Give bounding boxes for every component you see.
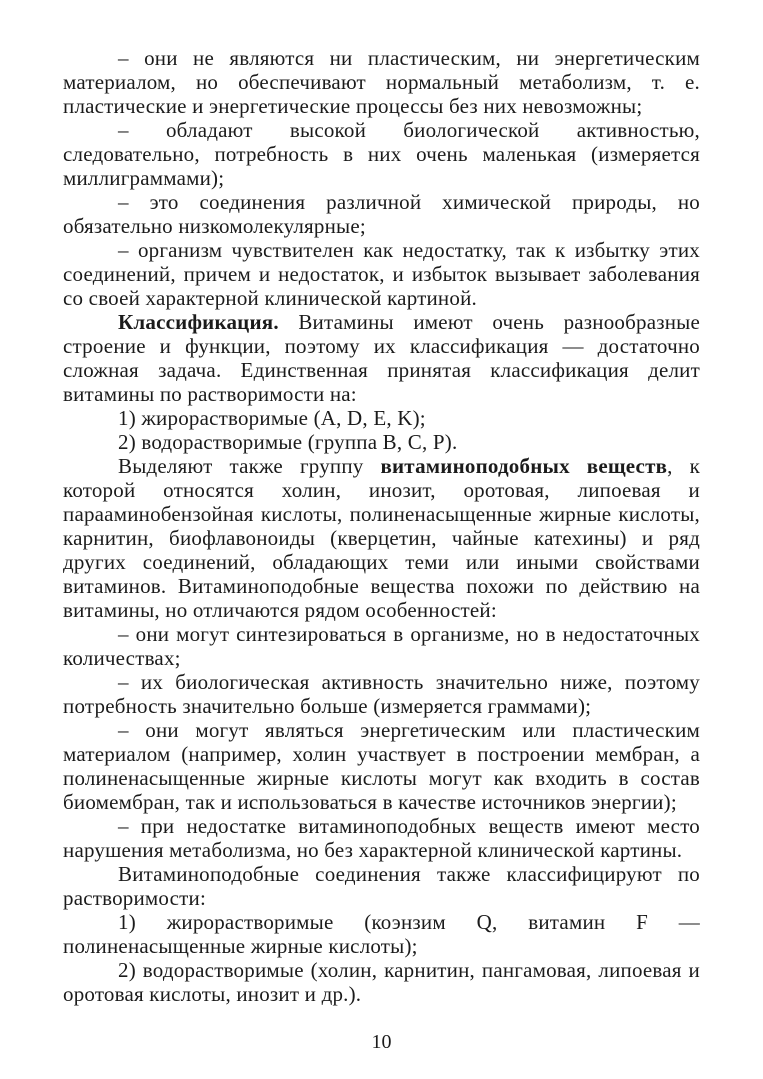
- text-run: 1) жирорастворимые (коэнзим Q, витамин F — полиненасыщенные жирные кислоты);: [63, 910, 700, 958]
- paragraph-list-item: [63, 958, 700, 1006]
- text-run: 2) водорастворимые (холин, карнитин, пангамовая, липоевая и оротовая кислоты, инозит и др.).: [63, 958, 700, 1006]
- paragraph-bullet: [63, 238, 700, 310]
- text-run: – обладают высокой биологической активностью, следовательно, потребность в них очень маленькая (измеряется миллиграммами);: [63, 118, 700, 190]
- paragraph-bullet: [63, 622, 700, 670]
- text-run: Витамины имеют очень разнообразные строение и функции, поэтому их классификация — достаточно сложная задача. Единственная принятая классификация делит витамины по растворимости на:: [63, 310, 700, 406]
- paragraph-bullet: [63, 190, 700, 238]
- text-block: [63, 46, 700, 1006]
- paragraph-list-item: [63, 406, 700, 430]
- paragraph-bullet: [63, 814, 700, 862]
- text-run: 2) водорастворимые (группа B, C, P).: [118, 430, 458, 454]
- paragraph-list-item: [63, 910, 700, 958]
- page-number: 10: [371, 1031, 392, 1053]
- text-run: – они не являются ни пластическим, ни энергетическим материалом, но обеспечивают нормальный метаболизм, т. е. пластические и энергетические процессы без них невозможны;: [63, 46, 700, 118]
- text-run: – их биологическая активность значительно ниже, поэтому потребность значительно больше (измеряется граммами);: [63, 670, 700, 718]
- paragraph-vitamin-like: [63, 454, 700, 622]
- paragraph-list-item: [63, 430, 700, 454]
- text-run: – они могут синтезироваться в организме, но в недостаточных количествах;: [63, 622, 700, 670]
- text-run-bold: витаминоподобных веществ: [380, 454, 668, 478]
- text-run: – организм чувствителен как недостатку, так к избытку этих соединений, причем и недостаток, и избыток вызывает заболевания со своей характерной клинической картиной.: [63, 238, 700, 310]
- paragraph-bullet: [63, 670, 700, 718]
- paragraph: [63, 862, 700, 910]
- text-run-bold: Классификация.: [118, 310, 279, 334]
- paragraph-classification: [63, 310, 700, 406]
- text-run: Витаминоподобные соединения также классифицируют по растворимости:: [63, 862, 700, 910]
- text-run: – это соединения различной химической природы, но обязательно низкомолекулярные;: [63, 190, 700, 238]
- text-run: , к которой относятся холин, инозит, оротовая, липоевая и парааминобензойная кислоты, полиненасыщенные жирные кислоты, карнитин, биофлавоноиды (кверцетин, чайные катехины) и ряд других соединений, обладающих теми или иными свойствами витаминов. Витаминоподобные вещества похожи по действию на витамины, но отличаются рядом особенностей:: [63, 454, 700, 622]
- paragraph-bullet: [63, 718, 700, 814]
- text-run: Выделяют также группу: [118, 454, 381, 478]
- text-run: 1) жирорастворимые (A, D, E, K);: [118, 406, 426, 430]
- paragraph-bullet: [63, 118, 700, 190]
- paragraph-bullet: [63, 46, 700, 118]
- text-run: – при недостатке витаминоподобных веществ имеют место нарушения метаболизма, но без характерной клинической картины.: [63, 814, 700, 862]
- text-run: – они могут являться энергетическим или пластическим материалом (например, холин участвует в построении мембран, а полиненасыщенные жирные кислоты могут как входить в состав биомембран, так и использоваться в качестве источников энергии);: [63, 718, 700, 814]
